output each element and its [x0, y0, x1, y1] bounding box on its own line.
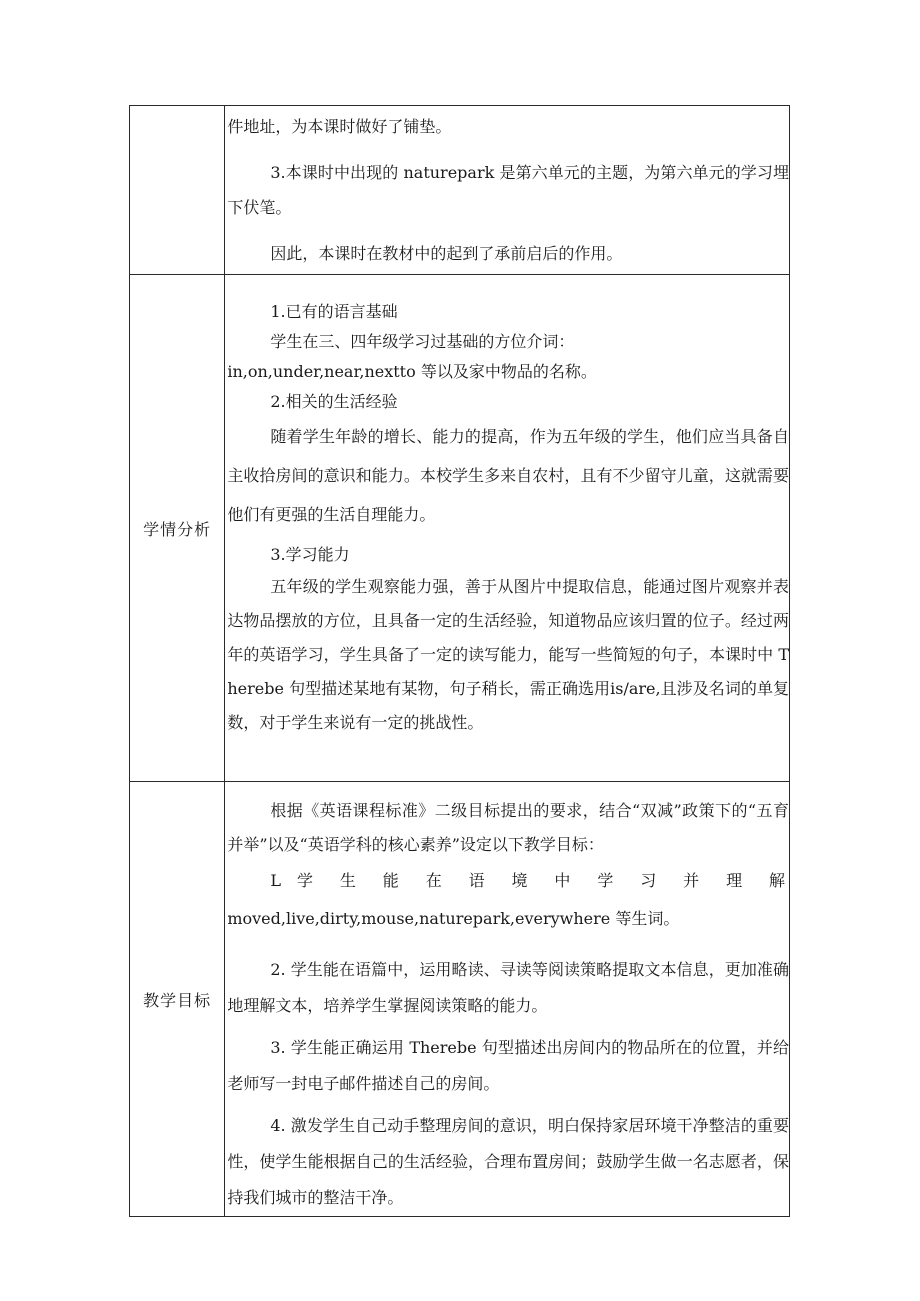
table-row: [130, 782, 790, 1217]
paragraph: 学生在三、四年级学习过基础的方位介词：: [270, 332, 575, 351]
paragraph: 件地址，为本课时做好了铺垫。: [227, 117, 452, 136]
table-row: [130, 106, 790, 275]
table-row: [130, 275, 790, 782]
paragraph: 3. 学生能正确运用 Therebe 句型描述出房间内的物品所在的位置，并给老师写一封电子邮件描述自己的房间。: [227, 1038, 789, 1093]
row-label: [130, 106, 225, 275]
paragraph: 根据《英语课程标准》二级目标提出的要求，结合“双减”政策下的“五育并举”以及“英语学科的核心素养”设定以下教学目标：: [227, 801, 789, 854]
paragraph: 随着学生年龄的增长、能力的提高，作为五年级的学生，他们应当具备自主收拾房间的意识和能力。本校学生多来自农村，且有不少留守儿童，这就需要他们有更强的生活自理能力。: [227, 427, 789, 524]
paragraph: 1.已有的语言基础: [270, 302, 398, 321]
paragraph: 2. 学生能在语篇中，运用略读、寻读等阅读策略提取文本信息，更加准确地理解文本，培养学生掌握阅读策略的能力。: [227, 960, 789, 1015]
row-label: 学情分析: [130, 275, 225, 782]
row-content: [225, 275, 790, 782]
paragraph: 4. 激发学生自己动手整理房间的意识，明白保持家居环境干净整洁的重要性，使学生能根据自己的生活经验，合理布置房间；鼓励学生做一名志愿者，保持我们城市的整洁干净。: [227, 1116, 789, 1207]
row-content: [225, 782, 790, 1217]
paragraph: moved,live,dirty,mouse,naturepark,everywhere 等生词。: [227, 909, 680, 928]
paragraph: 3.本课时中出现的 naturepark 是第六单元的主题，为第六单元的学习埋下伏笔。: [227, 163, 789, 217]
paragraph: 因此，本课时在教材中的起到了承前启后的作用。: [270, 244, 623, 263]
paragraph: L 学 生 能 在 语 境 中 学 习 并 理 解: [270, 871, 785, 890]
paragraph: 3.学习能力: [270, 545, 350, 564]
row-content: [225, 106, 790, 275]
row-label: 教学目标: [130, 782, 225, 1217]
paragraph: in,on,under,near,nextto 等以及家中物品的名称。: [227, 362, 597, 381]
paragraph: 五年级的学生观察能力强，善于从图片中提取信息，能通过图片观察并表达物品摆放的方位，且具备一定的生活经验，知道物品应该归置的位子。经过两年的英语学习，学生具备了一定的读写能力，能写一些简短的句子，本课时中 Therebe 句型描述某地有某物，句子稍长，需正确选用is/are,且涉及名词的单复数，对于学生来说有一定的挑战性。: [227, 577, 789, 732]
lesson-plan-table: [129, 105, 790, 1217]
paragraph: 2.相关的生活经验: [270, 392, 398, 411]
